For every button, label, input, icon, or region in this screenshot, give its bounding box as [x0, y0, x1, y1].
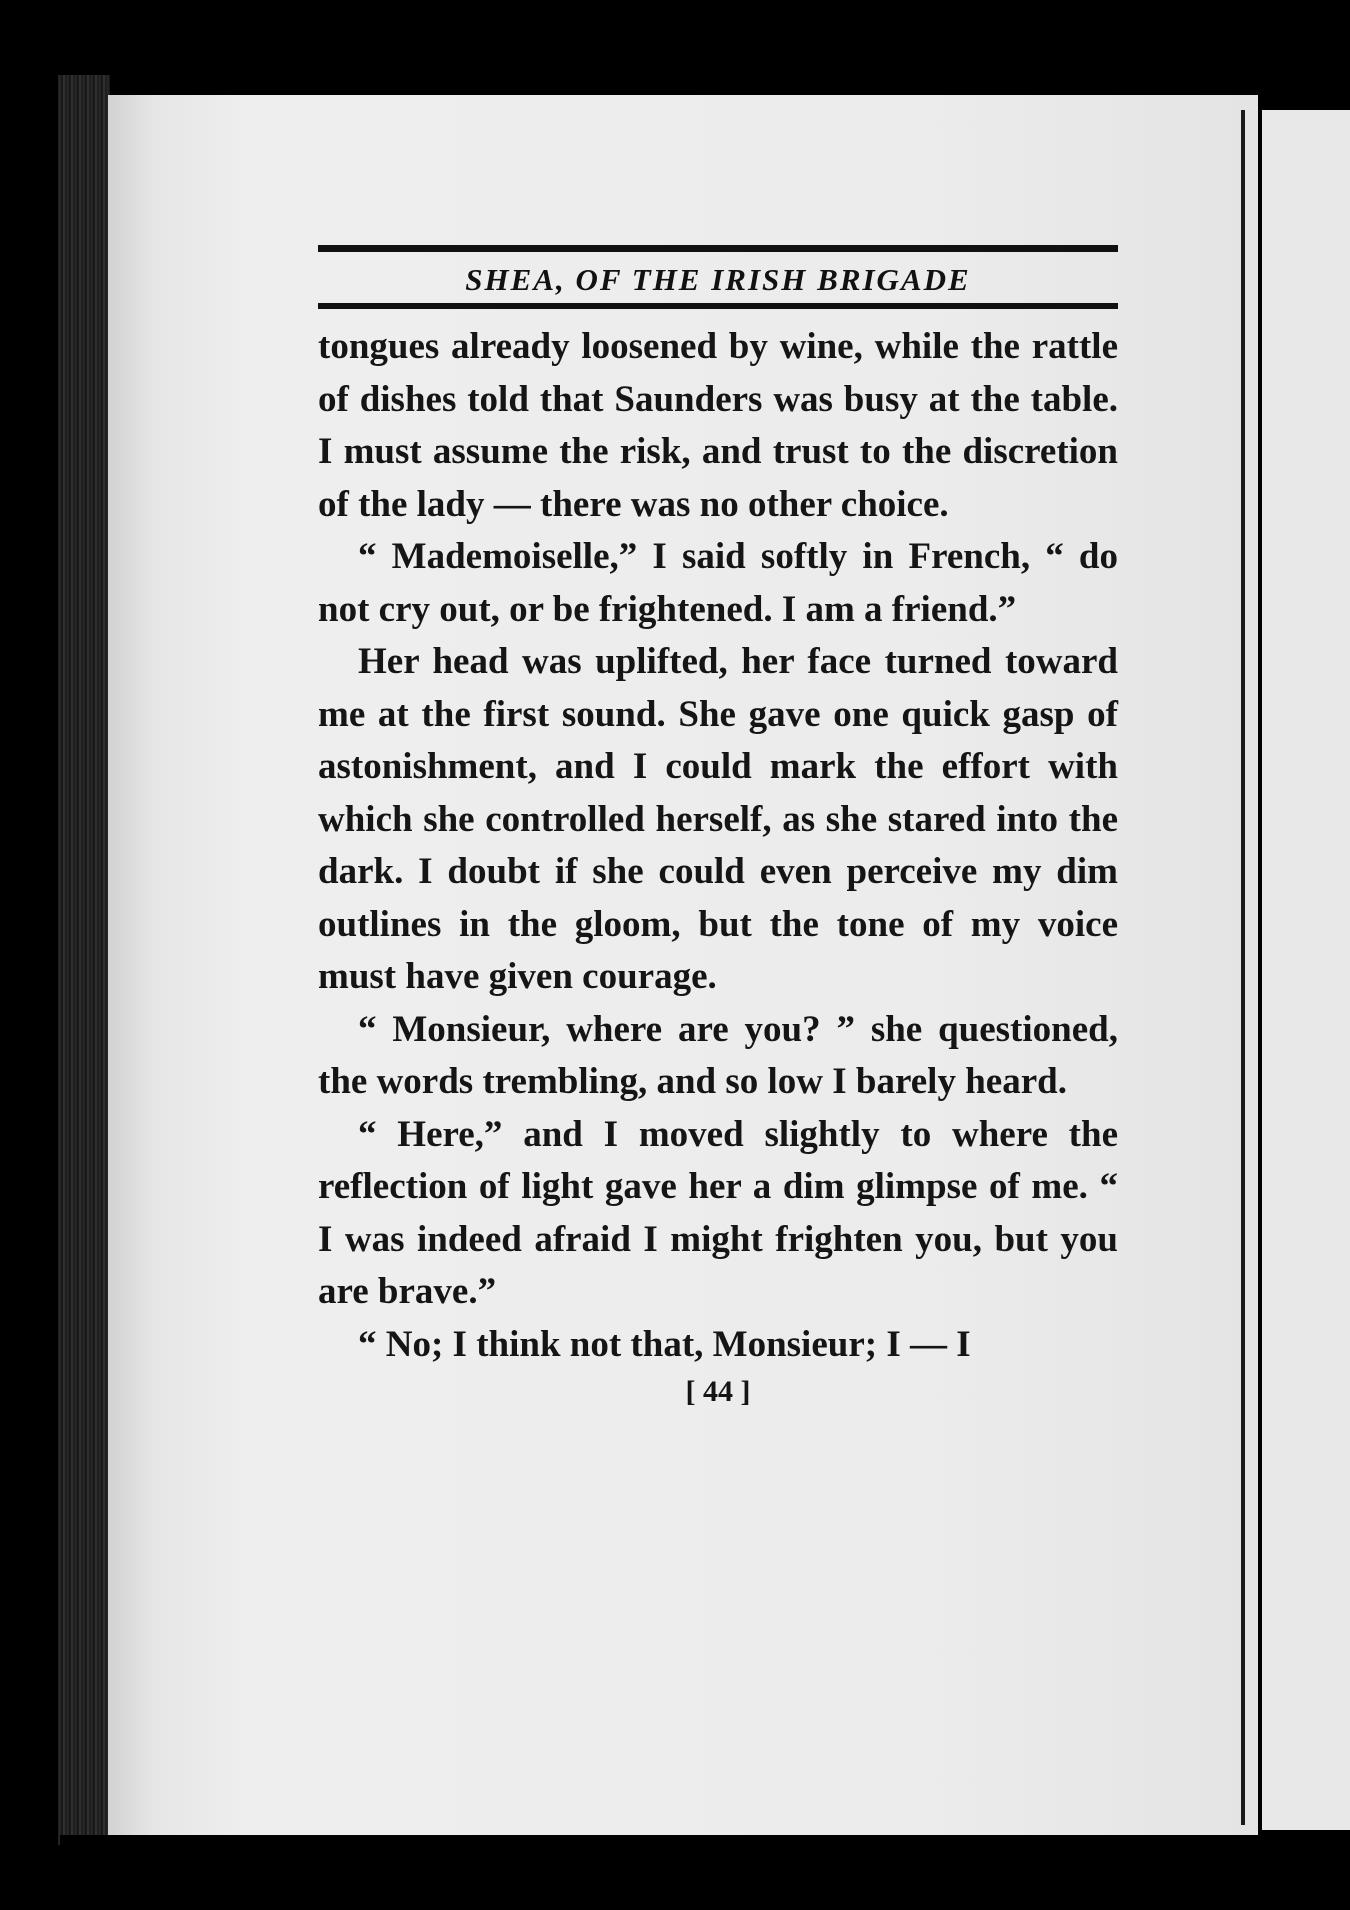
scan-border — [60, 1835, 1350, 1910]
paragraph: “ Here,” and I moved slightly to where the reflection of light gave her a dim glimpse of me. “ I was indeed afraid I might frighten you, but you are brave.” — [318, 1113, 1118, 1312]
paragraph: “ Monsieur, where are you? ” she questioned, the words trembling, and so low I barely heard. — [318, 1008, 1118, 1102]
running-head: SHEA, OF THE IRISH BRIGADE — [318, 256, 1118, 309]
book-page-edges — [58, 75, 110, 1845]
page-content — [318, 245, 1118, 1409]
page-number: [ 44 ] — [685, 1375, 751, 1408]
header-top-rule — [318, 245, 1118, 252]
paragraph: tongues already loosened by wine, while the rattle of dishes told that Saunders was busy at the table. I must assume the risk, and trust to the discretion of the lady — there was no other choice. — [318, 326, 1118, 525]
facing-page-edge — [1262, 110, 1350, 1830]
paragraph: “ Mademoiselle,” I said softly in French, “ do not cry out, or be frightened. I am a friend.” — [318, 536, 1118, 630]
paragraph: Her head was uplifted, her face turned toward me at the first sound. She gave one quick gasp of astonishment, and I could mark the effort with which she controlled herself, as she stared into the dark. I doubt if she could even perceive my dim outlines in the gloom, but the tone of my voice must have given courage. — [318, 641, 1118, 997]
book-gutter — [1241, 110, 1245, 1825]
body-text — [318, 321, 1118, 1371]
paragraph: “ No; I think not that, Monsieur; I — I — [358, 1323, 971, 1365]
